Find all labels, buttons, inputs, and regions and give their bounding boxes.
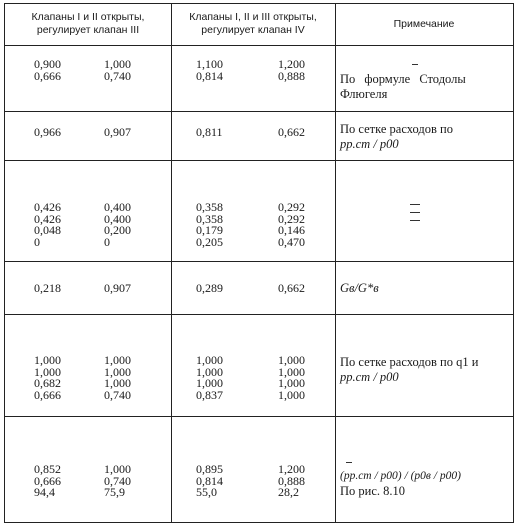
cell-col-d (278, 127, 305, 139)
cell-value: 0,662 (278, 125, 305, 139)
header-text: Клапаны I и II открыты, (31, 11, 145, 23)
cell-value: 0,740 (104, 387, 131, 402)
cell-value: 28,2 (278, 485, 299, 499)
cell-value: 0,200 (104, 223, 131, 237)
header-note (336, 3, 512, 45)
cell-col-a (34, 202, 61, 248)
cell-value: 0,811 (196, 125, 223, 139)
note-cell (340, 122, 512, 152)
note-text: pр.ст / p00 (340, 370, 399, 384)
cell-value: 0,470 (278, 234, 305, 249)
cell-col-b (104, 283, 131, 295)
cell-col-a (34, 283, 61, 295)
cell-col-c (196, 355, 223, 401)
header-text: Клапаны I, II и III открыты, (189, 11, 317, 23)
cell-value: 0,966 (34, 125, 61, 139)
note-cell (340, 281, 512, 296)
cell-value: 1,000 (196, 353, 223, 367)
table-border-right (513, 3, 514, 523)
table-border-bottom (4, 522, 514, 523)
cell-value: 0,740 (104, 473, 131, 488)
cell-value: 1,200 (278, 462, 305, 476)
cell-col-b (104, 202, 131, 248)
cell-col-b (104, 355, 131, 401)
cell-value: 0,358 (196, 211, 223, 226)
cell-value: 0 (34, 234, 40, 249)
cell-value: 1,000 (34, 364, 61, 379)
cell-value: 0,666 (34, 473, 61, 488)
cell-value: 1,000 (104, 364, 131, 379)
cell-col-b (104, 464, 131, 499)
cell-value: 1,000 (104, 57, 131, 71)
note-cell (340, 199, 512, 228)
note-text: По рис. 8.10 (340, 484, 406, 498)
cell-col-a (34, 59, 61, 82)
note-text: По формуле Стодолы (340, 72, 466, 86)
note-text: По сетке расходов по (340, 122, 453, 136)
cell-value: 0,662 (278, 281, 305, 295)
note-cell (340, 460, 512, 499)
table-border-left (4, 3, 5, 523)
cell-value: 0,426 (34, 211, 61, 226)
cell-col-a (34, 464, 61, 499)
note-text: (pр.ст / p00) / (p0в / p00) (340, 470, 461, 482)
cell-value: 0,888 (278, 68, 305, 83)
empty-dash (410, 212, 420, 213)
cell-value: 1,000 (278, 376, 305, 390)
row-divider (4, 160, 514, 161)
cell-value: 0,358 (196, 200, 223, 214)
cell-value: 0 (104, 234, 110, 249)
cell-value: 0,292 (278, 200, 305, 214)
cell-col-d (278, 283, 305, 295)
cell-value: 1,000 (34, 353, 61, 367)
cell-value: 0,888 (278, 473, 305, 488)
cell-col-c (196, 464, 223, 499)
empty-dash (346, 462, 352, 463)
note-cell (340, 355, 512, 385)
row-divider (4, 111, 514, 112)
cell-value: 0,048 (34, 223, 61, 237)
cell-col-c (196, 59, 223, 82)
cell-value: 0,179 (196, 223, 223, 237)
cell-col-d (278, 202, 305, 248)
data-table (4, 3, 514, 523)
cell-value: 55,0 (196, 485, 217, 499)
note-divider (335, 3, 336, 523)
cell-value: 0,400 (104, 211, 131, 226)
cell-value: 94,4 (34, 485, 55, 499)
row-divider (4, 416, 514, 417)
note-cell (340, 59, 512, 102)
cell-value: 0,400 (104, 200, 131, 214)
header-text: регулирует клапан III (36, 24, 140, 36)
cell-col-c (196, 283, 223, 295)
cell-value: 0,146 (278, 223, 305, 237)
cell-value: 0,426 (34, 200, 61, 214)
empty-dash (410, 204, 420, 205)
note-text: Флюгеля (340, 87, 388, 101)
cell-value: 0,837 (196, 387, 223, 402)
cell-col-b (104, 127, 131, 139)
cell-value: 1,000 (104, 376, 131, 390)
empty-dash (412, 64, 418, 65)
cell-value: 0,900 (34, 57, 61, 71)
cell-value: 1,000 (278, 364, 305, 379)
header-rule (4, 45, 514, 46)
cell-col-c (196, 202, 223, 248)
cell-value: 1,000 (196, 376, 223, 390)
group-divider (171, 3, 172, 523)
cell-col-a (34, 127, 61, 139)
cell-value: 1,000 (104, 353, 131, 367)
cell-value: 1,000 (104, 462, 131, 476)
note-text: Gв/G*в (340, 281, 379, 295)
cell-col-c (196, 127, 223, 139)
cell-value: 0,740 (104, 68, 131, 83)
cell-col-d (278, 464, 305, 499)
empty-dash (410, 220, 420, 221)
cell-col-b (104, 59, 131, 82)
cell-value: 0,895 (196, 462, 223, 476)
note-text: По сетке расходов по q1 и (340, 355, 479, 369)
cell-value: 1,000 (278, 353, 305, 367)
cell-value: 0,814 (196, 473, 223, 488)
cell-value: 0,682 (34, 376, 61, 390)
cell-value: 0,852 (34, 462, 61, 476)
header-text: Примечание (393, 17, 455, 30)
header-valves-i-ii (6, 3, 170, 45)
cell-value: 0,292 (278, 211, 305, 226)
cell-value: 0,666 (34, 387, 61, 402)
cell-value: 1,000 (278, 387, 305, 402)
cell-col-d (278, 355, 305, 401)
cell-value: 0,666 (34, 68, 61, 83)
cell-value: 0,907 (104, 125, 131, 139)
cell-value: 1,200 (278, 57, 305, 71)
header-text: регулирует клапан IV (201, 24, 305, 36)
cell-value: 1,100 (196, 57, 223, 71)
cell-col-a (34, 355, 61, 401)
cell-value: 1,000 (196, 364, 223, 379)
note-text: pр.ст / p00 (340, 137, 399, 151)
cell-value: 0,205 (196, 234, 223, 249)
header-valves-i-ii-iii (172, 3, 334, 45)
cell-value: 0,218 (34, 281, 61, 295)
cell-value: 0,907 (104, 281, 131, 295)
row-divider (4, 314, 514, 315)
row-divider (4, 261, 514, 262)
cell-value: 0,814 (196, 68, 223, 83)
cell-col-d (278, 59, 305, 82)
cell-value: 75,9 (104, 485, 125, 499)
cell-value: 0,289 (196, 281, 223, 295)
